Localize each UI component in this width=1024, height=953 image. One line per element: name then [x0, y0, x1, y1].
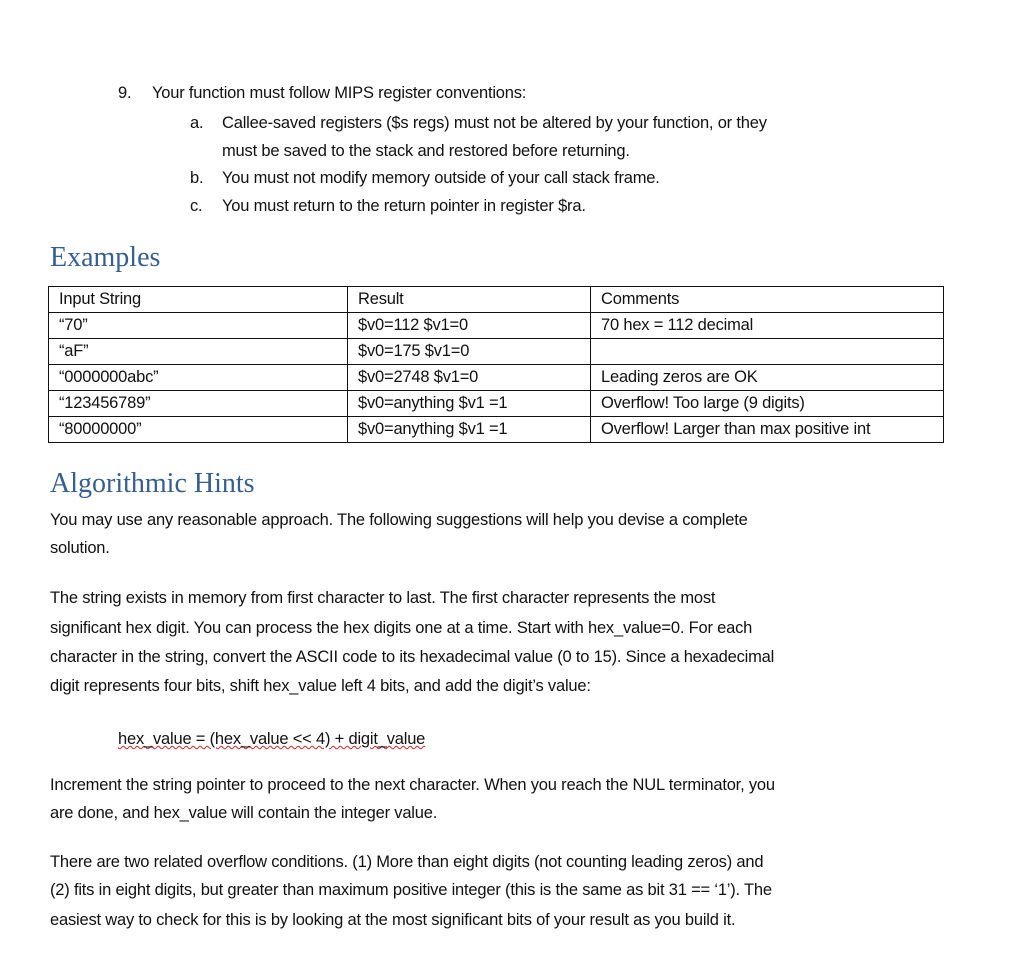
sub-item-text: must be saved to the stack and restored before returning. [222, 142, 630, 160]
cell: Leading zeros are OK [591, 365, 944, 391]
paragraph-line: digit represents four bits, shift hex_value left 4 bits, and add the digit’s value: [50, 677, 591, 695]
cell: “0000000abc” [49, 365, 348, 391]
paragraph-line: (2) fits in eight digits, but greater than maximum positive integer (this is the same as bit 31 == ‘1’). The [50, 881, 772, 899]
cell: “70” [49, 313, 348, 339]
table-row [49, 313, 944, 339]
table-row [49, 339, 944, 365]
cell: $v0=anything $v1 =1 [348, 417, 591, 443]
paragraph-line: character in the string, convert the ASCII code to its hexadecimal value (0 to 15). Since a hexadecimal [50, 648, 775, 666]
cell: “123456789” [49, 391, 348, 417]
examples-table [48, 286, 944, 443]
table-row [49, 365, 944, 391]
cell: $v0=2748 $v1=0 [348, 365, 591, 391]
sub-letter: a. [190, 114, 204, 132]
cell: $v0=175 $v1=0 [348, 339, 591, 365]
sub-item-text: Callee-saved registers ($s regs) must not be altered by your function, or they [222, 114, 767, 132]
header-cell: Result [348, 287, 591, 313]
cell: “aF” [49, 339, 348, 365]
list-item-text: Your function must follow MIPS register conventions: [152, 84, 527, 102]
cell [591, 339, 944, 365]
table-header-row [49, 287, 944, 313]
paragraph-line: You may use any reasonable approach. The following suggestions will help you devise a complete [50, 511, 748, 529]
paragraph-line: solution. [50, 539, 110, 557]
sub-letter: c. [190, 197, 203, 215]
paragraph-line: The string exists in memory from first character to last. The first character represents the most [50, 589, 716, 607]
table-row [49, 417, 944, 443]
sub-item-text: You must not modify memory outside of your call stack frame. [222, 169, 660, 187]
hints-heading: Algorithmic Hints [50, 468, 255, 499]
paragraph-line: Increment the string pointer to proceed to the next character. When you reach the NUL terminator, you [50, 776, 775, 794]
cell: “80000000” [49, 417, 348, 443]
paragraph-line: are done, and hex_value will contain the integer value. [50, 804, 438, 822]
cell: $v0=112 $v1=0 [348, 313, 591, 339]
cell: $v0=anything $v1 =1 [348, 391, 591, 417]
cell: 70 hex = 112 decimal [591, 313, 944, 339]
examples-heading: Examples [50, 242, 161, 273]
table-row [49, 391, 944, 417]
header-cell: Input String [49, 287, 348, 313]
cell: Overflow! Too large (9 digits) [591, 391, 944, 417]
header-cell: Comments [591, 287, 944, 313]
formula: hex_value = (hex_value << 4) + digit_value [118, 730, 426, 748]
cell: Overflow! Larger than max positive int [591, 417, 944, 443]
paragraph-line: There are two related overflow conditions. (1) More than eight digits (not counting leading zeros) and [50, 853, 764, 871]
paragraph-line: easiest way to check for this is by looking at the most significant bits of your result as you build it. [50, 911, 736, 929]
paragraph-line: significant hex digit. You can process the hex digits one at a time. Start with hex_value=0. For each [50, 619, 753, 637]
list-number: 9. [118, 84, 132, 102]
sub-item-text: You must return to the return pointer in register $ra. [222, 197, 586, 215]
sub-letter: b. [190, 169, 204, 187]
